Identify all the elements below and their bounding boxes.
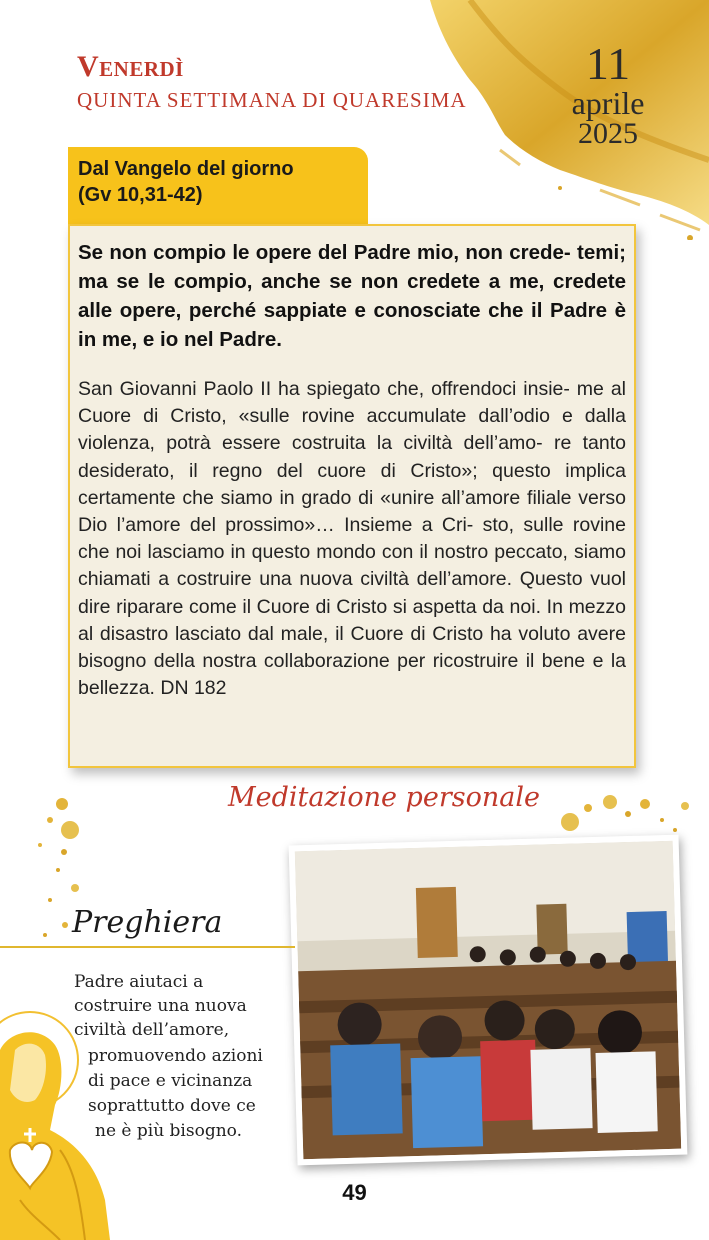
page-number: 49 bbox=[342, 1180, 367, 1205]
prayer-line: soprattutto dove ce bbox=[88, 1096, 256, 1116]
prayer-line: di pace e vicinanza bbox=[88, 1071, 253, 1091]
date-block bbox=[548, 40, 668, 150]
prayer-line: ne è più bisogno. bbox=[95, 1121, 242, 1141]
gold-dots-right-decoration bbox=[550, 790, 700, 840]
church-photo-illustration bbox=[295, 841, 681, 1159]
gospel-commentary: San Giovanni Paolo II ha spiegato che, offrendoci insie- me al Cuore di Cristo, «sulle rovine accumulate dall’odio e dalla violenza, potrà essere costruita la civiltà dell’amo- re tanto desiderato, il regno del cuore di Cristo»; questo implica certamente che siamo in grado di «unire all’amore filiale verso Dio l’amore del prossimo»… Insieme a Cri- sto, sulle rovine che noi lasciamo in questo mondo con il nostro peccato, siamo chiamati a costruire una nuova civiltà dell’amore. Questo vuol dire riparare come il Cuore di Cristo si aspetta da noi. In mezzo al disastro lasciato dal male, il Cuore di Cristo ha voluto avere bisogno della nostra collaborazione per ricostruire il bene e la bellezza. DN 182 bbox=[78, 378, 626, 700]
gospel-quote: Se non compio le opere del Padre mio, non crede- temi; ma se le compio, anche se non credete a me, credete alle opere, perché sappiate e conosciate che il Padre è in me, e io nel Padre. bbox=[78, 241, 626, 351]
date-month: aprile bbox=[571, 85, 645, 121]
prayer-line: civiltà dell’amore, bbox=[74, 1020, 230, 1040]
group-photo bbox=[289, 835, 688, 1166]
date-year: 2025 bbox=[578, 117, 638, 150]
weekday-title: Venerdì bbox=[77, 50, 184, 83]
prayer-line: costruire una nuova bbox=[74, 996, 247, 1016]
prayer-divider bbox=[0, 946, 295, 948]
prayer-line: promuovendo azioni bbox=[88, 1046, 263, 1066]
prayer-line: Padre aiutaci a bbox=[74, 972, 204, 992]
gospel-heading bbox=[78, 156, 294, 208]
liturgical-week: QUINTA SETTIMANA DI QUARESIMA bbox=[77, 88, 467, 112]
prayer-heading: Preghiera bbox=[72, 905, 223, 940]
gospel-reference: (Gv 10,31-42) bbox=[78, 184, 203, 206]
gospel-heading-line1: Dal Vangelo del giorno bbox=[78, 158, 294, 180]
date-day: 11 bbox=[585, 38, 631, 89]
meditation-heading: Meditazione personale bbox=[228, 782, 540, 813]
